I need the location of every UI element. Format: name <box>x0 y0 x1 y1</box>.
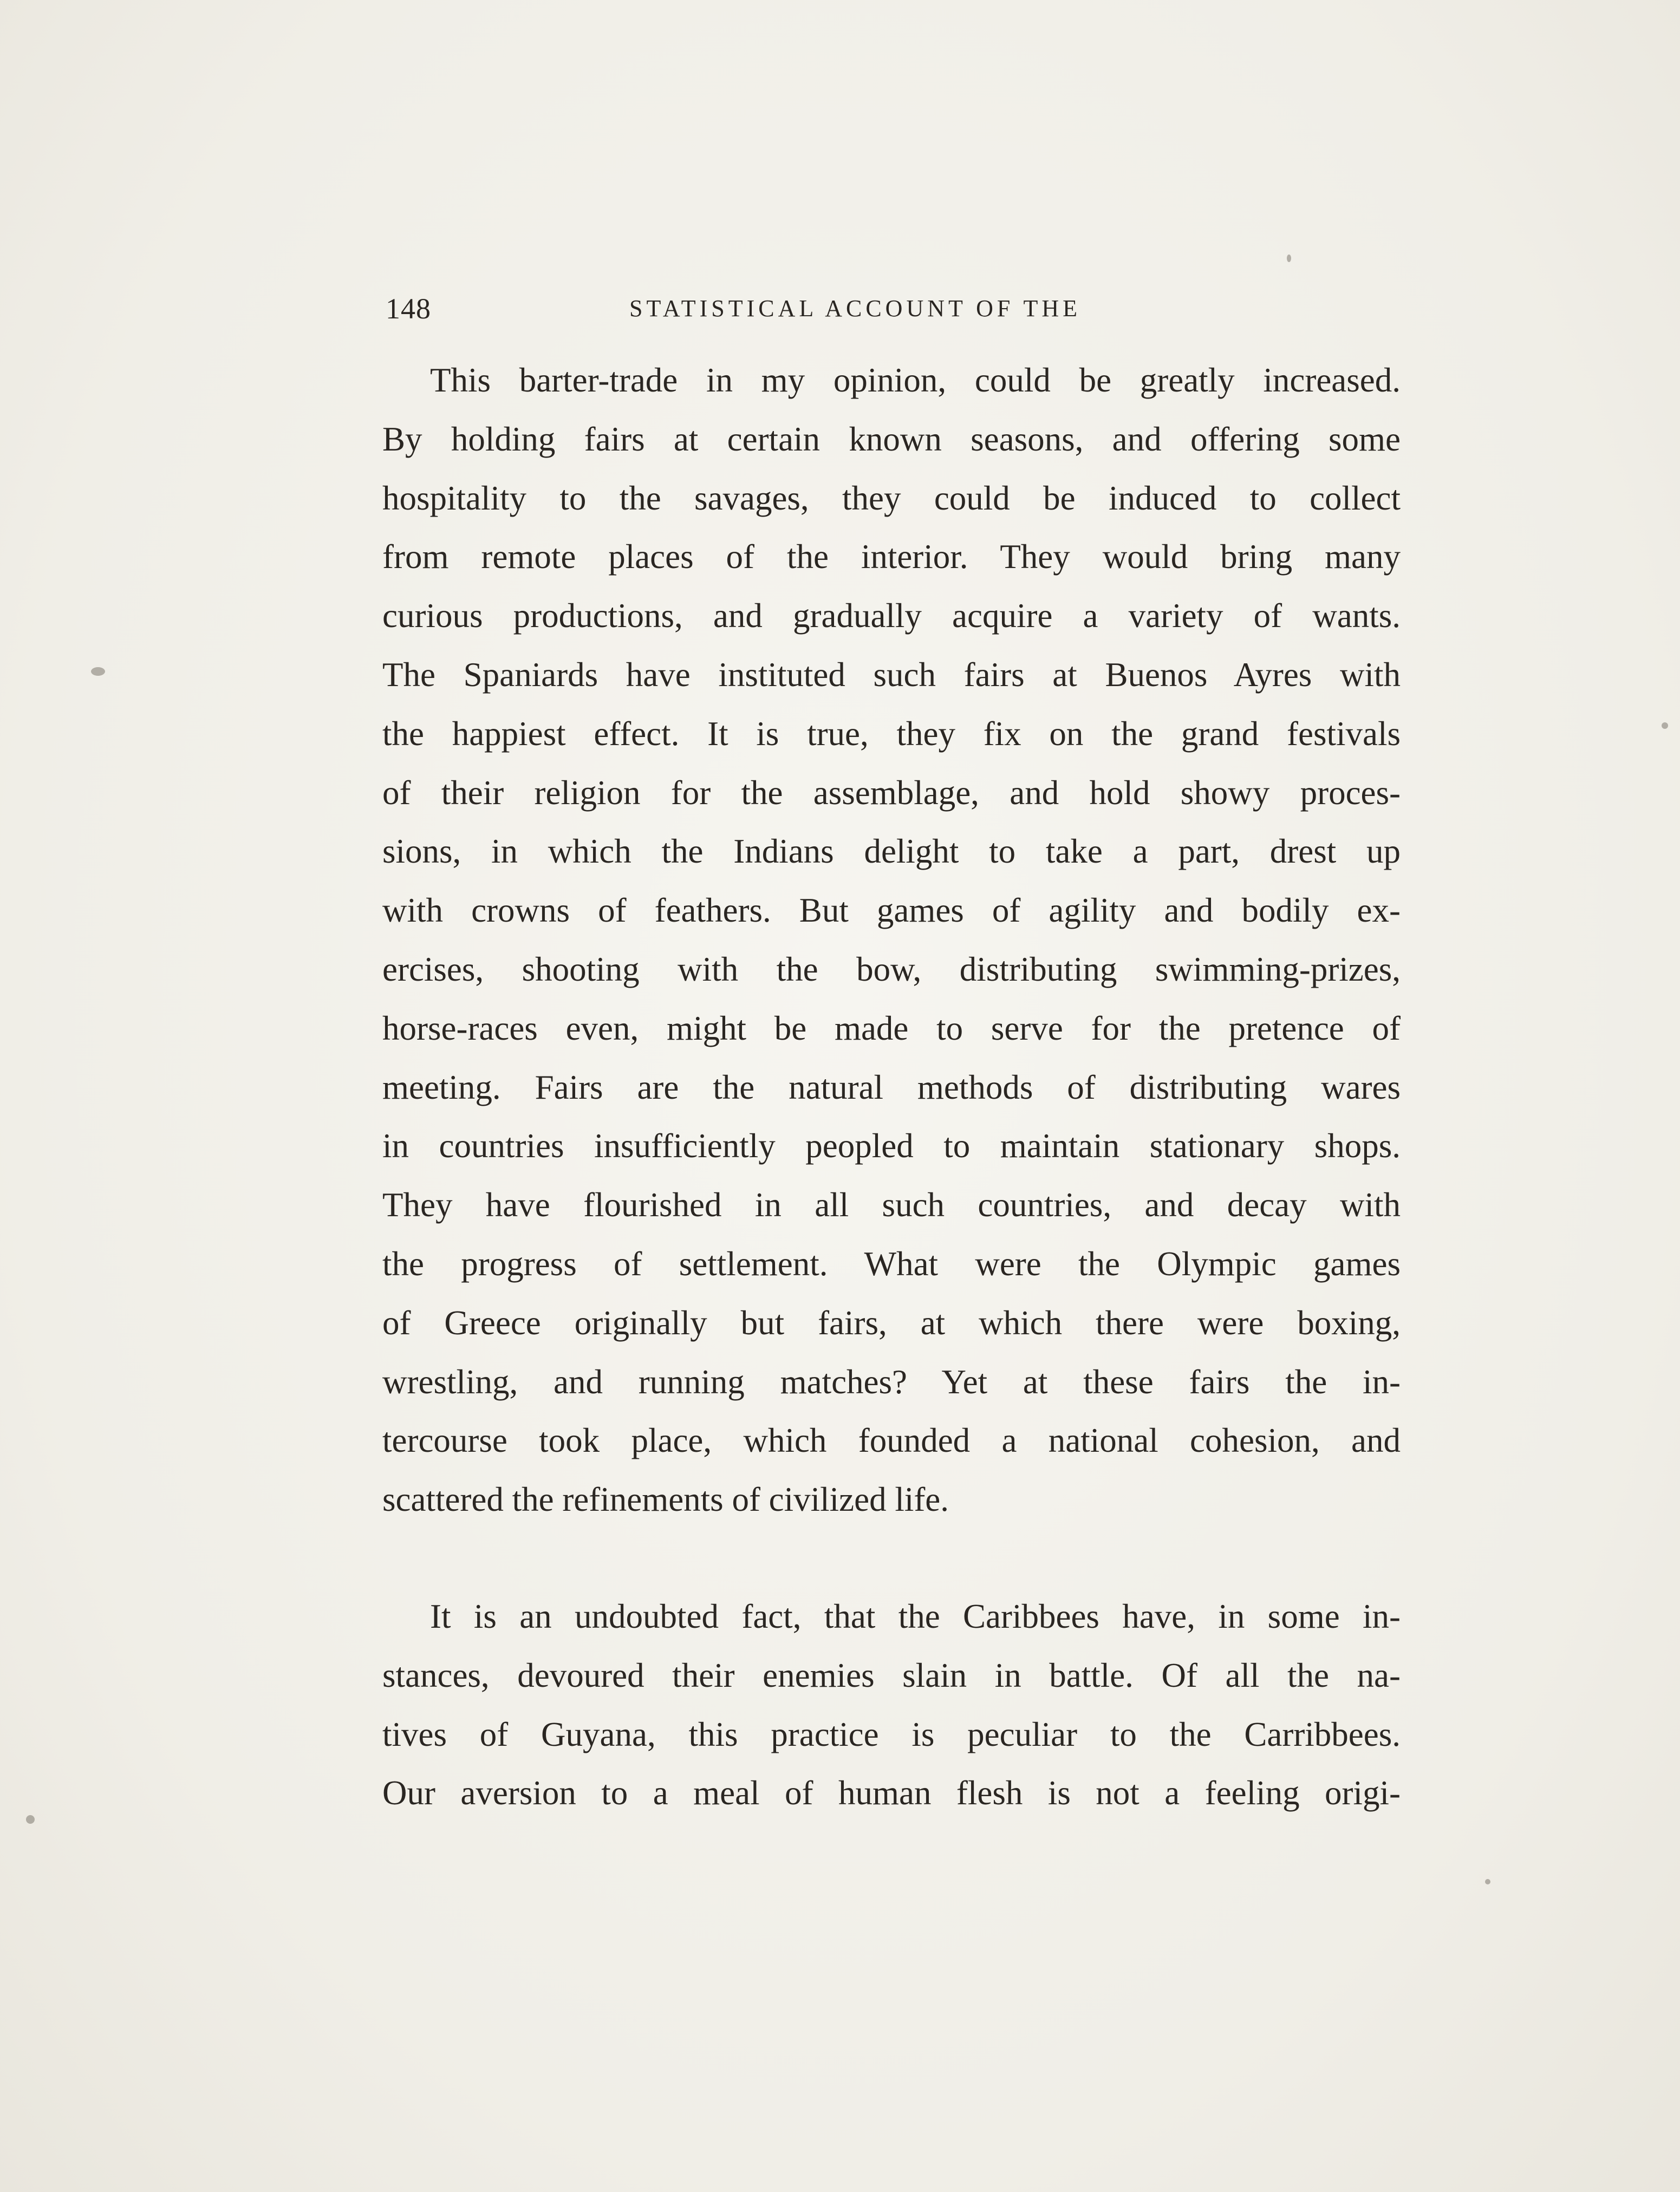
text-line: By holding fairs at certain known seasons, and offering some <box>382 420 1401 458</box>
paragraph-gap <box>382 1529 1401 1587</box>
text-line: tives of Guyana, this practice is peculiar to the Carribbees. <box>382 1715 1401 1753</box>
text-line: wrestling, and running matches? Yet at these fairs the in- <box>382 1362 1401 1401</box>
page-number: 148 <box>386 292 431 325</box>
page-header <box>379 287 1403 330</box>
text-line: The Spaniards have instituted such fairs at Buenos Ayres with <box>382 655 1401 694</box>
ink-speck <box>91 667 105 676</box>
text-line: the progress of settlement. What were the Olympic games <box>382 1244 1401 1283</box>
text-line: of Greece originally but fairs, at which there were boxing, <box>382 1303 1401 1342</box>
text-line: scattered the refinements of civilized life. <box>382 1480 949 1519</box>
ink-speck <box>1485 1879 1490 1884</box>
text-line: They have flourished in all such countries, and decay with <box>382 1186 1401 1224</box>
text-line: the happiest effect. It is true, they fix on the grand festivals <box>382 714 1401 753</box>
text-line: stances, devoured their enemies slain in battle. Of all the na- <box>382 1656 1401 1694</box>
text-line: ercises, shooting with the bow, distributing swimming-prizes, <box>382 950 1401 988</box>
text-line: This barter-trade in my opinion, could be greatly increased. <box>430 361 1401 399</box>
ink-speck <box>1662 722 1668 729</box>
text-line: of their religion for the assemblage, and hold showy proces- <box>382 773 1401 812</box>
body-text <box>382 351 1401 1823</box>
ink-speck <box>26 1815 35 1824</box>
text-line: sions, in which the Indians delight to take a part, drest up <box>382 832 1401 871</box>
text-line: from remote places of the interior. They would bring many <box>382 538 1401 576</box>
text-line: in countries insufficiently peopled to maintain stationary shops. <box>382 1127 1401 1165</box>
text-line: Our aversion to a meal of human flesh is not a feeling origi- <box>382 1774 1401 1812</box>
text-line: hospitality to the savages, they could be induced to collect <box>382 479 1401 517</box>
ink-speck <box>1287 255 1291 262</box>
text-line: meeting. Fairs are the natural methods of distributing wares <box>382 1068 1401 1106</box>
text-line: horse-races even, might be made to serve for the pretence of <box>382 1009 1401 1047</box>
text-line: tercourse took place, which founded a national cohesion, and <box>382 1421 1401 1460</box>
running-head: STATISTICAL ACCOUNT OF THE <box>629 295 1082 322</box>
text-line: with crowns of feathers. But games of agility and bodily ex- <box>382 891 1401 930</box>
text-line: It is an undoubted fact, that the Caribbees have, in some in- <box>430 1597 1401 1635</box>
text-line: curious productions, and gradually acquire a variety of wants. <box>382 597 1401 635</box>
